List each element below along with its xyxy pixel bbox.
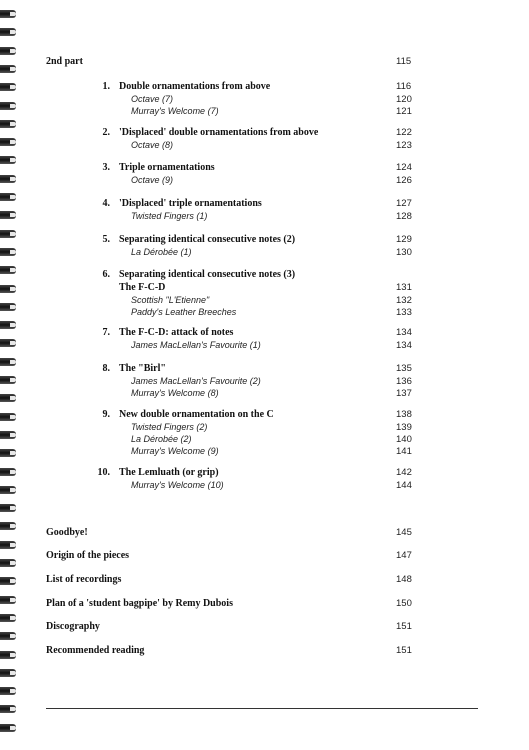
page-number: 142 <box>396 467 412 478</box>
page-number: 133 <box>396 307 412 318</box>
subentry-title: James MacLellan's Favourite (2) <box>131 376 261 386</box>
appendix-title: Plan of a 'student bagpipe' by Remy Dubois <box>46 598 233 609</box>
toc-subentry[interactable] <box>0 174 480 187</box>
toc-subentry[interactable] <box>0 105 480 118</box>
page-number: 124 <box>396 162 412 173</box>
toc-chapter[interactable] <box>0 408 480 421</box>
chapter-title: Separating identical consecutive notes (3) <box>119 269 296 280</box>
page-number: 147 <box>396 550 412 561</box>
toc-subentry[interactable] <box>0 139 480 152</box>
toc-subentry[interactable] <box>0 387 480 400</box>
chapter-title: The F-C-D <box>119 282 166 293</box>
page-number: 120 <box>396 94 412 105</box>
chapter-title: The Lemluath (or grip) <box>119 467 219 478</box>
toc-subentry[interactable] <box>0 445 480 458</box>
toc-chapter[interactable] <box>0 161 480 174</box>
chapter-title: 'Displaced' triple ornamentations <box>119 198 262 209</box>
toc-chapter[interactable] <box>0 233 480 246</box>
page-number: 123 <box>396 140 412 151</box>
toc-chapter[interactable] <box>0 326 480 339</box>
subentry-title: Murray's Welcome (8) <box>131 388 219 398</box>
toc-appendix-entry[interactable] <box>0 644 480 657</box>
toc-appendix-entry[interactable] <box>0 573 480 586</box>
subentry-title: Octave (7) <box>131 94 174 104</box>
subentry-title: Scottish "L'Etienne" <box>131 295 210 305</box>
page-number: 139 <box>396 422 412 433</box>
toc-appendix-entry[interactable] <box>0 549 480 562</box>
subentry-title: Murray's Welcome (7) <box>131 106 219 116</box>
appendix-title: Origin of the pieces <box>46 550 130 561</box>
page-number: 145 <box>396 527 412 538</box>
page-number: 141 <box>396 446 412 457</box>
chapter-number: 2. <box>102 127 110 138</box>
chapter-number: 6. <box>102 269 110 280</box>
toc-subentry[interactable] <box>0 306 480 319</box>
chapter-title: The F-C-D: attack of notes <box>119 327 234 338</box>
chapter-number: 8. <box>102 363 110 374</box>
subentry-title: Murray's Welcome (9) <box>131 446 219 456</box>
page-number: 127 <box>396 198 412 209</box>
appendix-title: Recommended reading <box>46 645 145 656</box>
page-number: 134 <box>396 327 412 338</box>
page-number: 138 <box>396 409 412 420</box>
chapter-number: 9. <box>102 409 110 420</box>
page-number: 134 <box>396 340 412 351</box>
subentry-title: James MacLellan's Favourite (1) <box>131 340 261 350</box>
chapter-number: 10. <box>97 467 110 478</box>
page-number: 126 <box>396 175 412 186</box>
page-number: 144 <box>396 480 412 491</box>
appendix-title: Discography <box>46 621 100 632</box>
page-number: 135 <box>396 363 412 374</box>
toc-chapter[interactable] <box>0 466 480 479</box>
chapter-number: 1. <box>102 81 110 92</box>
toc-subentry[interactable] <box>0 339 480 352</box>
chapter-title: Separating identical consecutive notes (2) <box>119 234 296 245</box>
page-number: 151 <box>396 621 412 632</box>
page-number: 121 <box>396 106 412 117</box>
appendix-title: List of recordings <box>46 574 122 585</box>
page-number: 128 <box>396 211 412 222</box>
toc-appendix-entry[interactable] <box>0 526 480 539</box>
toc-subentry[interactable] <box>0 479 480 492</box>
subentry-title: Octave (9) <box>131 175 174 185</box>
toc-chapter[interactable] <box>0 80 480 93</box>
subentry-title: Murray's Welcome (10) <box>131 480 224 490</box>
toc-chapter-subtitle[interactable] <box>0 281 480 294</box>
appendix-title: Goodbye! <box>46 527 88 538</box>
subentry-title: Twisted Fingers (2) <box>131 422 208 432</box>
page-number: 122 <box>396 127 412 138</box>
toc-subentry[interactable] <box>0 246 480 259</box>
chapter-title: The "Birl" <box>119 363 166 374</box>
chapter-title: Double ornamentations from above <box>119 81 271 92</box>
page-number: 136 <box>396 376 412 387</box>
toc-chapter[interactable] <box>0 126 480 139</box>
page-number: 150 <box>396 598 412 609</box>
page-number: 148 <box>396 574 412 585</box>
page-number: 132 <box>396 295 412 306</box>
footer-rule <box>46 708 478 709</box>
page-number: 140 <box>396 434 412 445</box>
chapter-title: New double ornamentation on the C <box>119 409 274 420</box>
page-number: 137 <box>396 388 412 399</box>
toc-section-second-part[interactable] <box>46 55 486 68</box>
subentry-title: La Dérobée (1) <box>131 247 192 257</box>
subentry-title: La Dérobée (2) <box>131 434 192 444</box>
toc-appendix-entry[interactable] <box>0 620 480 633</box>
toc-subentry[interactable] <box>0 210 480 223</box>
section-title: 2nd part <box>46 56 83 67</box>
page-number: 116 <box>396 81 412 92</box>
subentry-title: Octave (8) <box>131 140 174 150</box>
toc-chapter[interactable] <box>0 362 480 375</box>
toc-chapter[interactable] <box>0 268 480 281</box>
subentry-title: Paddy's Leather Breeches <box>131 307 237 317</box>
page-number: 151 <box>396 645 412 656</box>
chapter-title: Triple ornamentations <box>119 162 215 173</box>
chapter-title: 'Displaced' double ornamentations from above <box>119 127 319 138</box>
subentry-title: Twisted Fingers (1) <box>131 211 208 221</box>
chapter-number: 4. <box>102 198 110 209</box>
toc-chapter[interactable] <box>0 197 480 210</box>
chapter-number: 3. <box>102 162 110 173</box>
chapter-number: 5. <box>102 234 110 245</box>
page-number: 129 <box>396 234 412 245</box>
toc-appendix-entry[interactable] <box>0 597 480 610</box>
page-number: 130 <box>396 247 412 258</box>
page-number: 131 <box>396 282 412 293</box>
chapter-number: 7. <box>102 327 110 338</box>
page-number: 115 <box>396 56 412 67</box>
